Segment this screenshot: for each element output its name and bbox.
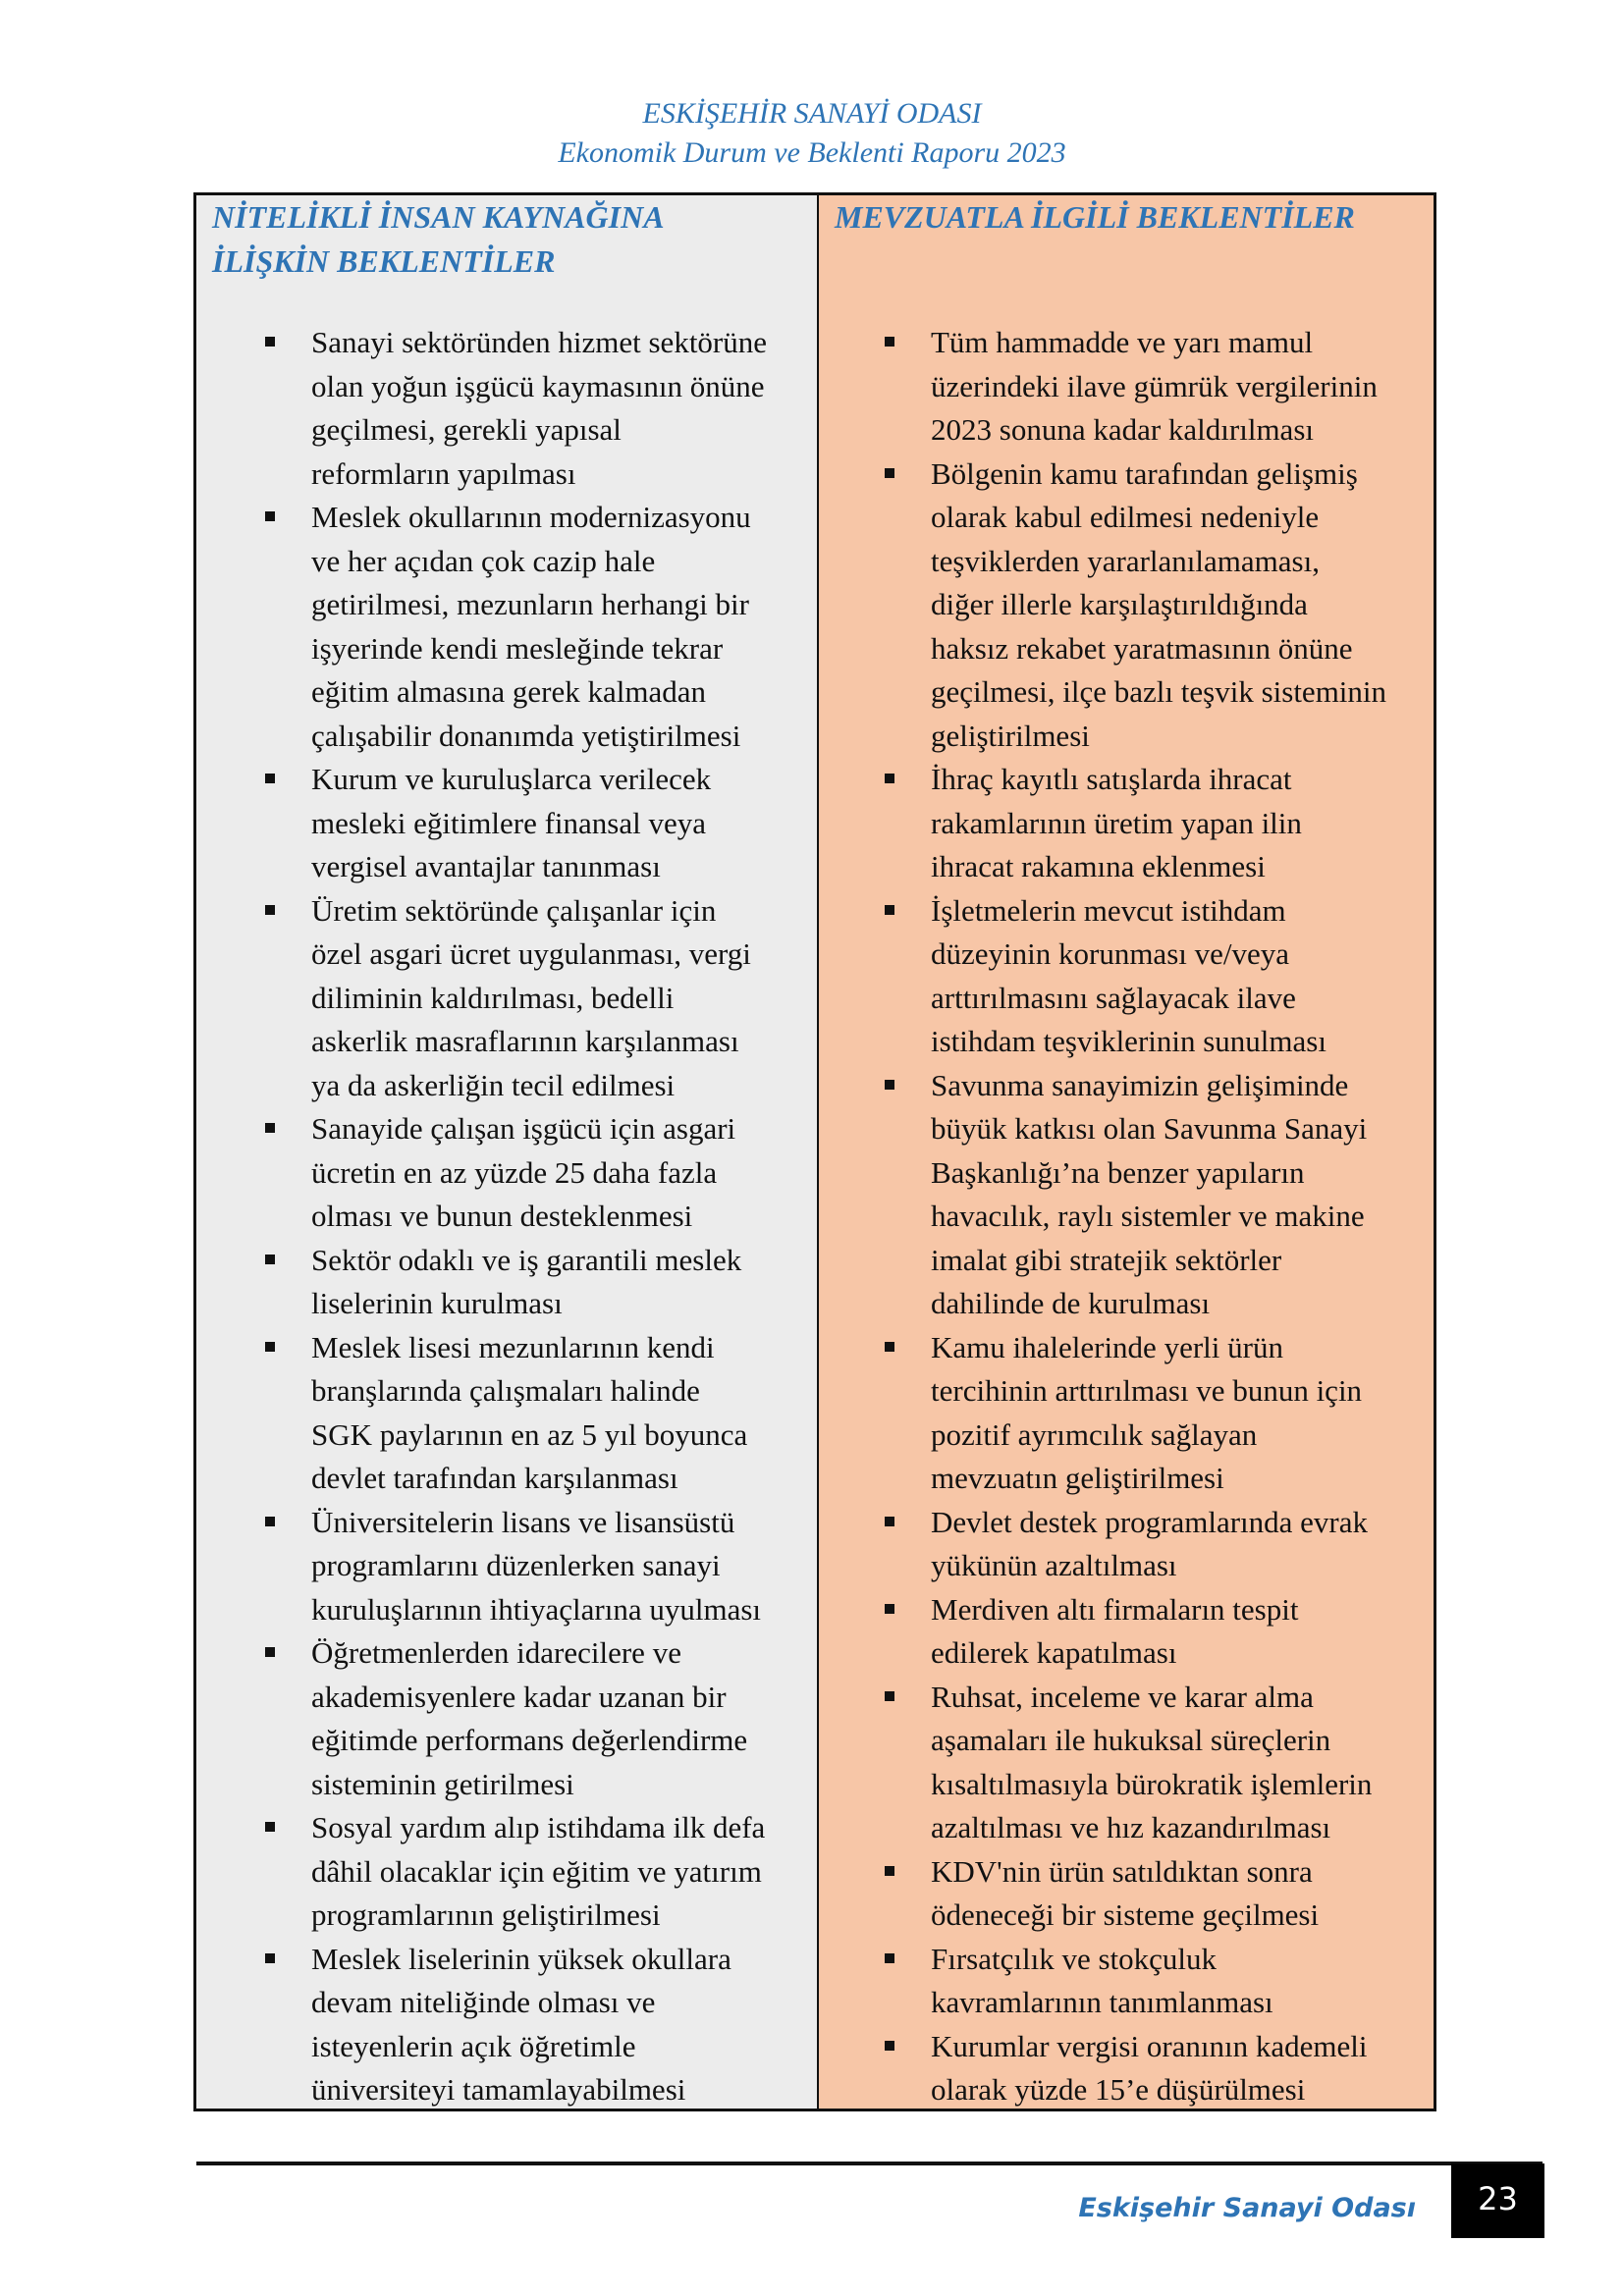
square-bullet-icon — [265, 1517, 275, 1526]
list-item — [885, 758, 1435, 889]
list-item-line: Savunma sanayimizin gelişiminde — [931, 1067, 1349, 1102]
list-item — [885, 1588, 1435, 1676]
list-item-line: Kurumlar vergisi oranının kademeli — [931, 2028, 1368, 2063]
list-item-line: sisteminin getirilmesi — [311, 1766, 574, 1801]
list-item-line: devam niteliğinde olması ve — [311, 1985, 656, 2019]
list-item-line: pozitif ayrımcılık sağlayan — [931, 1416, 1258, 1452]
list-item-line: ücretin en az yüzde 25 daha fazla — [311, 1154, 718, 1190]
list-item — [885, 2025, 1435, 2112]
list-item-line: İhraç kayıtlı satışlarda ihracat — [931, 762, 1292, 796]
list-item-line: reformların yapılması — [311, 455, 576, 491]
list-item — [265, 1326, 815, 1501]
list-item — [265, 1501, 815, 1632]
list-item-line: ihracat rakamına eklenmesi — [931, 849, 1266, 883]
list-item-line: Öğretmenlerden idarecilere ve — [311, 1635, 681, 1670]
square-bullet-icon — [265, 905, 275, 915]
list-item — [885, 889, 1435, 1064]
square-bullet-icon — [885, 1604, 894, 1614]
list-item-line: tercihinin arttırılması ve bunun için — [931, 1373, 1363, 1408]
list-item-line: ve her açıdan çok cazip hale — [311, 543, 656, 578]
list-item-line: Tüm hammadde ve yarı mamul — [931, 325, 1314, 359]
list-item-line: özel asgari ücret uygulanması, vergi — [311, 936, 751, 971]
square-bullet-icon — [885, 774, 894, 783]
square-bullet-icon — [885, 1953, 894, 1963]
list-item-line: liselerinin kurulması — [311, 1286, 563, 1320]
list-item-line: vergisel avantajlar tanınması — [311, 849, 661, 883]
list-item-line: haksız rekabet yaratmasının önüne — [931, 630, 1353, 666]
square-bullet-icon — [885, 905, 894, 915]
square-bullet-icon — [265, 511, 275, 521]
square-bullet-icon — [885, 1080, 894, 1090]
square-bullet-icon — [265, 1123, 275, 1133]
list-item-line: diliminin kaldırılması, bedelli — [311, 980, 675, 1015]
list-item — [885, 1676, 1435, 1850]
list-item-line: teşviklerden yararlanılamaması, — [931, 543, 1320, 578]
list-item-line: çalışabilir donanımda yetiştirilmesi — [311, 718, 741, 753]
list-item-line: Devlet destek programlarında evrak — [931, 1504, 1369, 1539]
list-item — [265, 889, 815, 1108]
list-item-line: Ruhsat, inceleme ve karar alma — [931, 1679, 1314, 1714]
square-bullet-icon — [265, 1822, 275, 1832]
list-item-line: geçilmesi, ilçe bazlı teşvik sisteminin — [931, 674, 1387, 709]
square-bullet-icon — [885, 1342, 894, 1352]
square-bullet-icon — [885, 337, 894, 347]
list-item-line: branşlarında çalışmaları halinde — [311, 1373, 700, 1408]
list-item-line: Üniversitelerin lisans ve lisansüstü — [311, 1504, 735, 1539]
list-item — [265, 1938, 815, 2112]
list-item-line: Fırsatçılık ve stokçuluk — [931, 1941, 1218, 1976]
list-item-line: Üretim sektöründe çalışanlar için — [311, 892, 717, 928]
legislation-column — [819, 195, 1434, 2109]
list-item-line: eğitim almasına gerek kalmadan — [311, 674, 706, 709]
list-item-line: imalat gibi stratejik sektörler — [931, 1242, 1282, 1277]
square-bullet-icon — [885, 1866, 894, 1876]
list-item — [885, 321, 1435, 453]
list-item-line: SGK paylarının en az 5 yıl boyunca — [311, 1416, 748, 1452]
square-bullet-icon — [265, 774, 275, 783]
page-header — [0, 94, 1624, 173]
header-report-title: Ekonomik Durum ve Beklenti Raporu 2023 — [558, 136, 1066, 169]
list-item — [885, 1326, 1435, 1501]
list-item-line: dahilinde de kurulması — [931, 1286, 1211, 1320]
list-item-line: aşamaları ile hukuksal süreçlerin — [931, 1723, 1331, 1757]
list-item — [265, 321, 815, 496]
square-bullet-icon — [885, 1691, 894, 1701]
title-line-1: NİTELİKLİ İNSAN KAYNAĞINA — [212, 199, 665, 235]
list-item — [265, 1239, 815, 1326]
list-item-line: Meslek lisesi mezunlarının kendi — [311, 1329, 715, 1364]
legislation-column-title — [835, 195, 1404, 240]
list-item-line: olarak kabul edilmesi nedeniyle — [931, 500, 1320, 534]
list-item-line: dâhil olacaklar için eğitim ve yatırım — [311, 1853, 762, 1889]
list-item-line: azaltılması ve hız kazandırılması — [931, 1810, 1331, 1844]
list-item-line: düzeyinin korunması ve/veya — [931, 936, 1290, 971]
list-item — [885, 453, 1435, 759]
human-resources-list — [265, 321, 815, 2112]
title-line-2: İLİŞKİN BEKLENTİLER — [212, 243, 556, 279]
square-bullet-icon — [265, 1953, 275, 1963]
human-resources-column — [196, 195, 819, 2109]
list-item-line: geçilmesi, gerekli yapısal — [311, 412, 622, 447]
square-bullet-icon — [885, 2041, 894, 2051]
list-item-line: işyerinde kendi mesleğinde tekrar — [311, 630, 724, 666]
list-item-line: Meslek liselerinin yüksek okullara — [311, 1941, 731, 1976]
list-item-line: ya da askerliğin tecil edilmesi — [311, 1067, 676, 1102]
list-item — [265, 1806, 815, 1938]
list-item — [265, 496, 815, 758]
list-item-line: akademisyenlere kadar uzanan bir — [311, 1679, 727, 1714]
header-organization: ESKİŞEHİR SANAYİ ODASI — [642, 97, 982, 130]
list-item-line: kısaltılmasıyla bürokratik işlemlerin — [931, 1766, 1373, 1801]
list-item-line: Sanayide çalışan işgücü için asgari — [311, 1111, 736, 1146]
list-item-line: Bölgenin kamu tarafından gelişmiş — [931, 455, 1358, 491]
list-item-line: kuruluşlarının ihtiyaçlarına uyulması — [311, 1591, 762, 1627]
list-item-line: yükünün azaltılması — [931, 1548, 1177, 1582]
list-item-line: Başkanlığı’na benzer yapıların — [931, 1154, 1305, 1190]
list-item-line: mevzuatın geliştirilmesi — [931, 1461, 1224, 1495]
list-item — [885, 1938, 1435, 2025]
footer-organization: Eskişehir Sanayi Odası — [1078, 2193, 1416, 2223]
title-line-1: MEVZUATLA İLGİLİ BEKLENTİLER — [835, 199, 1355, 235]
list-item-line: kavramlarının tanımlanması — [931, 1985, 1273, 2019]
list-item-line: edilerek kapatılması — [931, 1635, 1177, 1670]
list-item-line: rakamlarının üretim yapan ilin — [931, 805, 1302, 840]
list-item-line: devlet tarafından karşılanması — [311, 1461, 678, 1495]
list-item-line: isteyenlerin açık öğretimle — [311, 2028, 636, 2063]
list-item-line: arttırılmasını sağlayacak ilave — [931, 980, 1296, 1015]
list-item-line: üzerindeki ilave gümrük vergilerinin — [931, 368, 1378, 403]
square-bullet-icon — [265, 1647, 275, 1657]
list-item-line: olarak yüzde 15’e düşürülmesi — [931, 2072, 1306, 2107]
list-item — [885, 1850, 1435, 1938]
list-item-line: eğitimde performans değerlendirme — [311, 1723, 748, 1757]
list-item-line: programlarının geliştirilmesi — [311, 1897, 661, 1932]
list-item — [265, 1107, 815, 1239]
list-item-line: olan yoğun işgücü kaymasının önüne — [311, 368, 765, 403]
list-item-line: istihdam teşviklerinin sunulması — [931, 1024, 1326, 1058]
list-item-line: İşletmelerin mevcut istihdam — [931, 892, 1286, 928]
list-item-line: 2023 sonuna kadar kaldırılması — [931, 412, 1314, 447]
list-item-line: geliştirilmesi — [931, 718, 1090, 753]
list-item — [885, 1501, 1435, 1588]
list-item-line: Kurum ve kuruluşlarca verilecek — [311, 762, 712, 796]
list-item-line: Merdiven altı firmaların tespit — [931, 1591, 1299, 1627]
list-item-line: Sosyal yardım alıp istihdama ilk defa — [311, 1810, 766, 1844]
list-item — [265, 1631, 815, 1806]
list-item — [265, 758, 815, 889]
list-item-line: KDV'nin ürün satıldıktan sonra — [931, 1853, 1313, 1889]
list-item-line: Sanayi sektöründen hizmet sektörüne — [311, 325, 768, 359]
list-item-line: askerlik masraflarının karşılanması — [311, 1024, 739, 1058]
square-bullet-icon — [265, 1255, 275, 1264]
page-number: 23 — [1451, 2163, 1544, 2238]
list-item-line: Meslek okullarının modernizasyonu — [311, 500, 751, 534]
list-item-line: getirilmesi, mezunların herhangi bir — [311, 587, 749, 621]
list-item-line: mesleki eğitimlere finansal veya — [311, 805, 706, 840]
square-bullet-icon — [265, 1342, 275, 1352]
list-item-line: üniversiteyi tamamlayabilmesi — [311, 2072, 686, 2107]
square-bullet-icon — [265, 337, 275, 347]
square-bullet-icon — [885, 1517, 894, 1526]
list-item-line: ödeneceği bir sisteme geçilmesi — [931, 1897, 1320, 1932]
list-item-line: programlarını düzenlerken sanayi — [311, 1548, 721, 1582]
list-item — [885, 1064, 1435, 1326]
list-item-line: diğer illerle karşılaştırıldığında — [931, 587, 1308, 621]
square-bullet-icon — [885, 468, 894, 478]
legislation-list — [885, 321, 1435, 2112]
list-item-line: olması ve bunun desteklenmesi — [311, 1199, 693, 1233]
footer-divider — [196, 2162, 1543, 2165]
expectations-table — [193, 192, 1436, 2111]
human-resources-column-title — [212, 195, 782, 284]
list-item-line: Sektör odaklı ve iş garantili meslek — [311, 1242, 742, 1277]
list-item-line: havacılık, raylı sistemler ve makine — [931, 1199, 1365, 1233]
list-item-line: Kamu ihalelerinde yerli ürün — [931, 1329, 1283, 1364]
list-item-line: büyük katkısı olan Savunma Sanayi — [931, 1111, 1368, 1146]
